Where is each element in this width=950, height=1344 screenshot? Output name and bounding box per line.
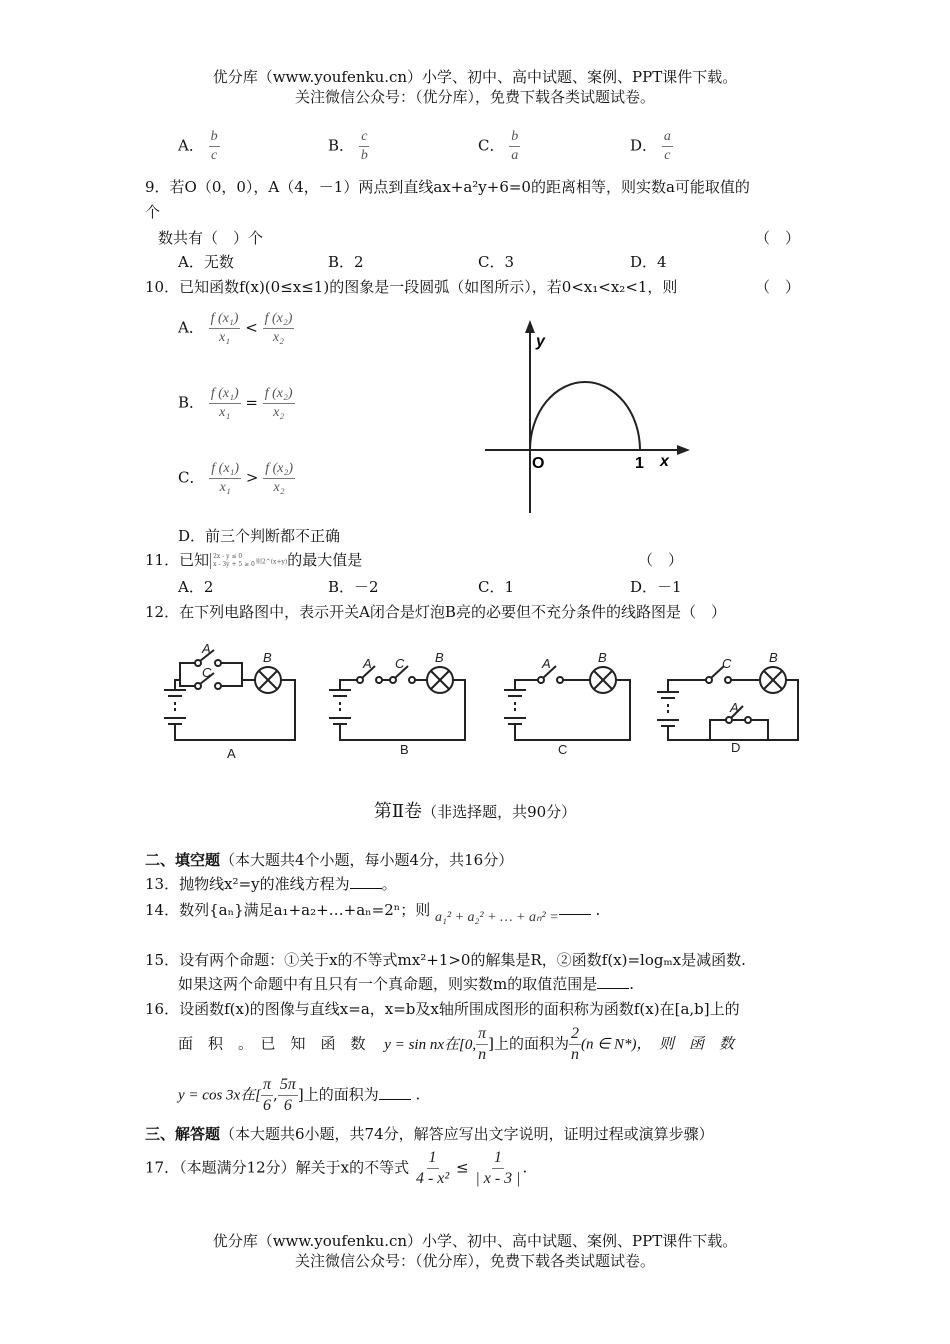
part2-subtitle: （非选择题，共90分） (422, 803, 577, 821)
q11-stem (145, 549, 362, 570)
q16-pi-2: π (261, 1075, 273, 1096)
q12-stem (145, 601, 726, 622)
header-line-2: 关注微信公众号：（优分库），免费下载各类试题试卷。 (294, 88, 655, 106)
circuit-a-caption: A (227, 746, 236, 761)
q9-option-c: C．3 (478, 253, 515, 271)
q15-line1 (145, 949, 746, 970)
circuit-b-caption: B (400, 742, 409, 757)
q10-c-op: > (245, 468, 259, 487)
q9-option-b: B．2 (328, 253, 364, 271)
origin-label: O (532, 455, 545, 472)
q10-b-lhs-num: f (x₁) (209, 385, 241, 404)
solve-section-heading (145, 1123, 714, 1144)
circuit-b-switch-c-label: C (395, 656, 405, 671)
circuit-a-switch-c-label: C (202, 665, 212, 680)
circuit-a-wire-upper (180, 663, 195, 680)
q10-stem (145, 276, 677, 297)
circuit-a-lamp-label: B (263, 650, 272, 665)
q17-rhs-den: | x - 3 | (475, 1170, 521, 1187)
q10-a-op: < (245, 318, 258, 337)
circuit-d-contact (745, 717, 751, 723)
q10-option-c (178, 460, 295, 497)
circuit-b-wire-top-left (340, 680, 350, 690)
q17-lhs-den: 4 - x² (415, 1170, 450, 1187)
q9-number: 9． (145, 178, 170, 196)
solve-heading: 三、解答题 (145, 1125, 221, 1143)
q11-option-a: A．2 (178, 578, 214, 596)
q11-option-b: B．－2 (328, 578, 379, 596)
footer-line-1: 优分库（www.youfenku.cn）小学、初中、高中试题、案例、PPT课件下载。 (212, 1232, 738, 1250)
q13-blank[interactable] (350, 876, 382, 889)
q16-five-pi: 5π (278, 1075, 298, 1096)
q10-b-label: B． (178, 393, 205, 412)
q16-line2a: 面 积 。 已 知 函 数 (178, 1034, 366, 1053)
q16-line2 (178, 1024, 734, 1065)
fill-section-heading (145, 849, 513, 870)
y-label: y (536, 333, 545, 350)
q11-system (210, 553, 255, 569)
circuit-b-contact (376, 677, 382, 683)
q8-a-den: c (211, 148, 218, 163)
circuit-a (164, 650, 295, 740)
q13-text: 抛物线x²=y的准线方程为 (179, 875, 350, 893)
y-axis-arrow (525, 320, 535, 333)
circuit-c-caption: C (558, 742, 568, 757)
q17-number: 17． (145, 1158, 180, 1177)
q16-line2c: ]上的面积为 (488, 1034, 569, 1053)
q16-six: 6 (263, 1097, 272, 1114)
q8-b-den: b (360, 148, 368, 163)
q10-a-rhs-num: f (x₂) (263, 310, 295, 329)
q13-number: 13． (145, 875, 180, 893)
q16-line3: y = cos 3x在[ $\frac{\pi}{6}$ , $\frac{5\pi}{6}$ ]上的面积为 . (178, 1076, 421, 1114)
q11-system-l1: 2x - y ≤ 0 (213, 553, 243, 560)
circuit-b-wire-outer (340, 680, 465, 740)
x-axis-arrow (677, 445, 690, 455)
q14-number: 14． (145, 901, 180, 919)
circuit-a-wire-parallel (221, 663, 242, 686)
q10-answer-paren: （ ） (755, 278, 801, 296)
q16-n: n (478, 1046, 487, 1063)
q16-line3b: ]上的面积为 (297, 1085, 379, 1104)
circuit-d-switch-a-label: A (730, 700, 739, 715)
q9-stem (145, 176, 750, 197)
q10-a-lhs-den: x₁ (218, 330, 231, 345)
q10-option-b (178, 385, 295, 422)
q14-tail: . (595, 901, 601, 919)
q16-line2b: y = sin nx在[0, (384, 1036, 477, 1053)
one-label: 1 (635, 455, 644, 472)
q10-b-rhs-den: x₂ (273, 405, 285, 420)
circuit-c-wire-top-left (515, 680, 538, 690)
circuit-a-contact (215, 683, 221, 689)
header-line-1: 优分库（www.youfenku.cn）小学、初中、高中试题、案例、PPT课件下载。 (212, 68, 738, 86)
q10-c-rhs-num: f (x₂) (263, 460, 295, 479)
q15-blank[interactable] (597, 976, 629, 989)
circuit-d-contact (725, 677, 731, 683)
q17-text: （本题满分12分）解关于x的不等式 (179, 1158, 410, 1177)
q17 (145, 1148, 527, 1189)
q16-line1-text: 设函数f(x)的图像与直线x=a，x=b及x轴所围成图形的面积称为函数f(x)在[a,b]上的 (179, 1000, 740, 1018)
circuit-d-wire-top-left (668, 680, 706, 692)
q16-number: 16． (145, 1000, 180, 1018)
circuit-a-wire-lower (180, 680, 195, 686)
q14-expr: a₁² + a₂² + … + aₙ² = (435, 910, 559, 925)
q9-answer-paren: （ ） (755, 229, 801, 247)
q13 (145, 873, 397, 894)
circuit-c (504, 666, 630, 740)
q10-b-rhs-num: f (x₂) (263, 385, 295, 404)
q10-b-op: = (245, 393, 258, 412)
q9-text: 若O（0，0），A（4，－1）两点到直线ax+a²y+6=0的距离相等，则实数a可能取值的 (169, 178, 750, 196)
q8-option-c-label: C． (478, 136, 505, 155)
q8-option-a (178, 128, 220, 165)
fill-note: （本大题共4个小题，每小题4分，共16分） (220, 851, 514, 869)
q8-d-den: c (664, 148, 671, 163)
q11-number: 11． (145, 551, 180, 569)
q8-option-d-label: D． (630, 136, 658, 155)
q8-option-b-label: B． (328, 136, 355, 155)
q12-text: 在下列电路图中，表示开关A闭合是灯泡B亮的必要但不充分条件的线路图是（ ） (179, 603, 726, 621)
circuit-a-switch-a-label: A (202, 641, 211, 656)
q10-number: 10． (145, 278, 180, 296)
part2-title: 第Ⅱ卷 (373, 801, 423, 822)
circuit-b-lamp-label: B (435, 650, 444, 665)
circuit-d-lamp-label: B (769, 650, 778, 665)
q16-six-2: 6 (283, 1097, 292, 1114)
circuit-b-switch-a-label: A (363, 656, 372, 671)
q8-a-num: b (209, 128, 220, 147)
q9-line2: 数共有（ ）个 (158, 229, 264, 247)
q8-option-d (630, 128, 673, 165)
circuit-a-contact (215, 660, 221, 666)
q15-line2-text: 如果这两个命题中有且只有一个真命题，则实数m的取值范围是 (178, 975, 598, 993)
part2-heading (0, 797, 950, 823)
q16-pi: π (476, 1024, 488, 1045)
q10-c-rhs-den: x₂ (273, 480, 285, 495)
circuit-b (329, 666, 465, 740)
q8-b-num: c (359, 128, 369, 147)
q8-option-c (478, 128, 520, 165)
x-label: x (660, 453, 669, 470)
q14 (145, 899, 600, 926)
q9-option-d: D．4 (630, 253, 667, 271)
q11-system-tail: 则2^(x+y) (255, 558, 288, 566)
q9-wrap: 个 (145, 203, 161, 221)
circuit-b-contact (409, 677, 415, 683)
q10-arc-graph (480, 318, 695, 518)
circular-arc (530, 382, 640, 450)
q16-tail: . (415, 1085, 421, 1104)
circuit-c-contact (557, 677, 563, 683)
q17-op: ≤ (455, 1158, 469, 1177)
circuit-d (657, 666, 798, 740)
q15-line1-text: 设有两个命题：①关于x的不等式mx²+1>0的解集是R，②函数f(x)=logₘx是减函数. (179, 951, 746, 969)
q17-lhs-num: 1 (427, 1148, 439, 1169)
q15-line2 (178, 973, 634, 994)
q9-option-a: A．无数 (178, 253, 234, 271)
q8-c-num: b (509, 128, 520, 147)
fill-heading: 二、填空题 (145, 851, 221, 869)
q10-a-lhs-num: f (x₁) (209, 310, 241, 329)
q14-blank[interactable] (559, 902, 591, 915)
q11-system-l2: x - 3y + 5 ≥ 0 (213, 561, 255, 568)
q12-number: 12． (145, 603, 180, 621)
q10-b-lhs-den: x₁ (219, 405, 231, 420)
q11-post: 的最大值是 (287, 551, 363, 569)
q16-n-den: n (570, 1046, 579, 1063)
q10-option-d: D．前三个判断都不正确 (178, 527, 341, 545)
q10-option-a (178, 310, 294, 347)
circuit-c-switch-a-label: A (542, 656, 551, 671)
q14-text: 数列{aₙ}满足a₁+a₂+…+aₙ=2ⁿ；则 (179, 901, 431, 919)
q12-circuits (150, 640, 810, 765)
q11-option-d: D．－1 (630, 578, 682, 596)
circuit-d-parallel-branch (710, 720, 768, 740)
q16-two: 2 (569, 1024, 581, 1045)
q10-c-lhs-den: x₁ (219, 480, 231, 495)
q11-answer-paren: （ ） (638, 551, 684, 569)
q17-tail: . (522, 1158, 528, 1177)
q8-option-a-label: A． (178, 136, 204, 155)
q10-a-label: A． (178, 318, 204, 337)
q10-c-lhs-num: f (x₁) (209, 460, 241, 479)
q10-c-label: C． (178, 468, 205, 487)
q8-c-den: a (511, 148, 519, 163)
q15-tail: . (629, 975, 635, 993)
q17-rhs-num: 1 (492, 1148, 504, 1169)
q10-a-rhs-den: x₂ (272, 330, 284, 345)
q16-line3a: y = cos 3x在[ (178, 1087, 262, 1104)
q8-option-b (328, 128, 370, 165)
q11-option-c: C．1 (478, 578, 515, 596)
q13-tail: 。 (381, 875, 397, 893)
circuit-d-caption: D (731, 740, 741, 755)
q16-line1 (145, 998, 740, 1019)
q10-text: 已知函数f(x)(0≤x≤1)的图象是一段圆弧（如图所示），若0<x₁<x₂<1，则 (179, 278, 678, 296)
q8-d-num: a (662, 128, 673, 147)
circuit-c-lamp-label: B (598, 650, 607, 665)
q16-line2d: (n ∈ N*)， 则 函 数 (580, 1036, 735, 1053)
circuit-d-switch-c-label: C (722, 656, 732, 671)
solve-note: （本大题共6小题，共74分，解答应写出文字说明，证明过程或演算步骤） (220, 1125, 714, 1143)
q15-number: 15． (145, 951, 180, 969)
footer-line-2: 关注微信公众号：（优分库），免费下载各类试题试卷。 (294, 1252, 655, 1270)
q11-pre: 已知 (179, 551, 210, 569)
q16-blank[interactable] (379, 1087, 411, 1100)
